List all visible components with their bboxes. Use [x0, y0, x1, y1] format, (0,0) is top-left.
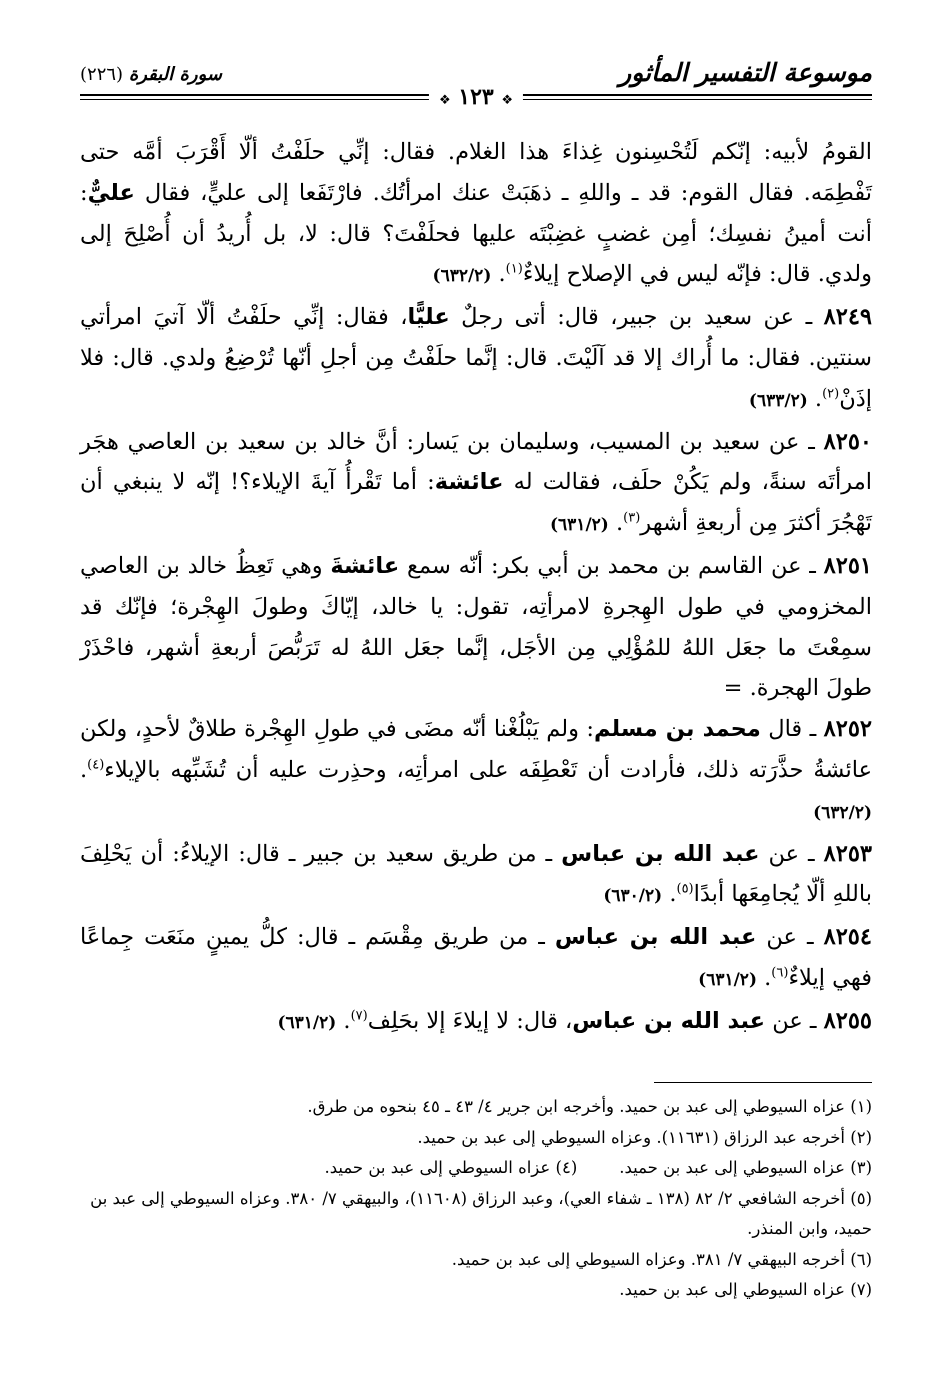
page-header: [80, 58, 872, 110]
paragraph-8249: ٨٢٤٩ ـ عن سعيد بن جبير، قال: أتى رجلٌ عليًّا، فقال: إنِّي حلَفْتُ ألّا آتيَ امرأتي سنتين. فقال: ما أُراك إلا قد آلَيْتَ. قال: إنَّما حلَفْتُ مِن أجلِ أنّها تُرْضِعُ ولدي. قال: فلا إذَنْ$^{(٢)}$. (٦٣٣/٢): [80, 304, 873, 412]
bold-name: محمد بن مسلم: [593, 716, 761, 743]
athar-number: ٨٢٥٠: [823, 428, 873, 455]
page-number: ١٢٣: [458, 84, 494, 110]
text: ـ عن سعيد بن المسيب، وسليمان بن يَسار: أنَّ خالد بن سعيد بن العاصي هجَر امرأتَه سنةً، ولم يَكُنْ حلَف، فقالت له: [80, 428, 872, 496]
athar-number: ٨٢٤٩: [823, 304, 873, 331]
volume-page-ref: (٦٣١/٢): [698, 969, 757, 990]
bold-name: عليٌّ: [87, 179, 135, 206]
bold-name: عبد الله بن عباس: [554, 924, 757, 951]
text: ـ عن: [765, 1007, 824, 1034]
text: ، فقال: إنِّي حلَفْتُ ألّا آتيَ امرأتي سنتين. فقال: ما أُراك إلا قد آلَيْتَ. قال: إنَّما حلَفْتُ مِن أجلِ أنّها تُرْضِعُ ولدي. قال: فلا إذَنْ: [80, 304, 872, 412]
footnote-2: (٢) أخرجه عبد الرزاق (١١٦٣١). وعزاه السيوطي إلى عبد بن حميد.: [417, 1127, 872, 1147]
volume-page-ref: (٦٣٣/٢): [748, 390, 808, 411]
text: ـ من طريق مِقْسَم ـ قال: كلُّ يمينٍ منَعَت جِماعًا فهي إيلاءٌ: [80, 924, 872, 991]
footnote-marker: (٥): [676, 881, 694, 897]
bold-name: عائشة: [434, 469, 504, 496]
text: : أنت أمينُ نفسِك؛ أمِن غضبٍ غضِبْتَه عليها فحلَفْتَ؟ قال: لا، بل أُريدُ أن أُصْلِحَ إلى ولدي. قال: فإنّه ليس في الإصلاح إيلاءٌ: [80, 179, 872, 288]
paragraph-8250: ٨٢٥٠ ـ عن سعيد بن المسيب، وسليمان بن يَسار: أنَّ خالد بن سعيد بن العاصي هجَر امرأتَه سنةً، ولم يَكُنْ حلَف، فقالت له عائشة: أما تَقْرأُ آيةَ الإيلاء؟! إنّه لا ينبغي أن تَهْجُرَ أكثرَ مِن أربعةِ أشهر$^{(٣)}$. (٦٣١/٢): [80, 428, 873, 537]
text: : ولم يَبْلُغْنا أنّه مضَى في طولِ الهِجْرة طلاقٌ لأحدٍ، ولكن عائشةُ حذَّرَته ذلك، فأرادت أن تَعْطِفَه على امرأتِه، وحذِرت عليه أن تُشَبِّهه بالإيلاء: [80, 716, 872, 783]
volume-page-ref: (٦٣٢/٢): [813, 802, 872, 823]
volume-page-ref: (٦٣١/٢): [550, 515, 609, 536]
book-title: موسوعة التفسير المأثور: [619, 58, 872, 87]
text: : أما تَقْرأُ آيةَ الإيلاء؟! إنّه لا ينبغي أن تَهْجُرَ أكثرَ مِن أربعةِ أشهر: [80, 469, 872, 537]
athar-number: ٨٢٥١: [823, 552, 872, 579]
footnote-marker: (٧): [350, 1008, 368, 1024]
text: ـ عن: [759, 840, 824, 867]
footnote-marker: (٣): [623, 510, 641, 526]
text: ـ عن سعيد بن جبير، قال: أتى رجلٌ: [449, 304, 824, 331]
footnote-4: (٤) عزاه السيوطي إلى عبد بن حميد.: [324, 1158, 578, 1177]
text: ، قال: لا إيلاءَ إلا بحَلِف: [367, 1007, 573, 1034]
surah-reference: [80, 64, 222, 85]
ornament-left-icon: ❖: [438, 93, 451, 108]
athar-number: ٨٢٥٢: [823, 716, 872, 743]
text: ـ قال: [760, 716, 824, 743]
paragraph-8253: ٨٢٥٣ ـ عن عبد الله بن عباس ـ من طريق سعيد بن جبير ـ قال: الإيلاءُ: أن يَحْلِفَ باللهِ ألّا يُجامِعَها أبدًا$^{(٥)}$. (٦٣٠/٢): [80, 840, 873, 908]
footnote-3: (٣) عزاه السيوطي إلى عبد بن حميد.: [619, 1158, 872, 1177]
footnote-6: (٦) أخرجه البيهقي ٧/ ٣٨١. وعزاه السيوطي إلى عبد بن حميد.: [451, 1249, 872, 1269]
paragraph-8254: ٨٢٥٤ ـ عن عبد الله بن عباس ـ من طريق مِقْسَم ـ قال: كلُّ يمينٍ منَعَت جِماعًا فهي إيلاءٌ$^{(٦)}$. (٦٣١/٢): [80, 924, 872, 991]
text: وهي تَعِظُ خالد بن العاصي المخزومي في طول الهِجرةِ لامرأتِه، تقول: يا خالد، إيّاكَ وطولَ الهِجْرة؛ فإنّك قد سمِعْتَ ما جعَل اللهُ للمُؤْلِي مِن الأجَل، إنَّما جعَل اللهُ له تَرَبُّصَ أربعةِ أشهر، فاحْذَرْ طولَ الهجرة. =: [80, 552, 872, 702]
volume-page-ref: (٦٣٢/٢): [432, 266, 492, 287]
bold-name: عائشةَ: [330, 552, 400, 579]
bold-name: عليًّا: [407, 304, 450, 331]
page-number-block: [429, 84, 523, 110]
paragraph-continuation: القومُ لأبيه: إنّكم لَتُحْسِنون غِذاءَ هذا الغلام. فقال: إنِّي حلَفْتُ ألّا أَقْرَبَ أمَّه حتى تَفْطِمَه. فقال القوم: قد ـ واللهِ ـ ذهَبَتْ عنك امرأتُك. فارْتَفَعا إلى عليٍّ، فقال عليٌّ: أنت أمينُ نفسِك؛ أمِن غضبٍ غضِبْتَه عليها فحلَفْتَ؟ قال: لا، بل أُريدُ أن أُصْلِحَ إلى ولدي. قال: فإنّه ليس في الإصلاح إيلاءٌ$^{(١)}$. (٦٣٢/٢): [80, 139, 872, 288]
footnote-marker: (٤): [87, 757, 105, 773]
footnote-5: (٥) أخرجه الشافعي ٢/ ٨٢ (١٣٨ ـ شفاء العي)، وعبد الرزاق (١١٦٠٨)، والبيهقي ٧/ ٣٨٠. وعزاه السيوطي إلى عبد بن حميد، وابن المنذر.: [90, 1188, 872, 1238]
footnote-marker: (٢): [822, 386, 840, 402]
text: ـ عن القاسم بن محمد بن أبي بكر: أنّه سمع: [399, 552, 824, 579]
footnote-marker: (٦): [771, 965, 789, 981]
bold-name: عبد الله بن عباس: [561, 840, 760, 867]
footnote-7: (٧) عزاه السيوطي إلى عبد بن حميد.: [619, 1280, 872, 1299]
paragraph-8252: ٨٢٥٢ ـ قال محمد بن مسلم: ولم يَبْلُغْنا أنّه مضَى في طولِ الهِجْرة طلاقٌ لأحدٍ، ولكن عائشةُ حذَّرَته ذلك، فأرادت أن تَعْطِفَه على امرأتِه، وحذِرت عليه أن تُشَبِّهه بالإيلاء$^{(٤)}$. (٦٣٢/٢): [80, 716, 872, 823]
text: ـ عن: [756, 924, 824, 951]
athar-number: ٨٢٥٣: [823, 840, 873, 867]
footnote-1: (١) عزاه السيوطي إلى عبد بن حميد. وأخرجه ابن جرير ٤/ ٤٣ ـ ٤٥ بنحوه من طرق.: [307, 1097, 872, 1116]
text: القومُ لأبيه: إنّكم لَتُحْسِنون غِذاءَ هذا الغلام. فقال: إنِّي حلَفْتُ ألّا أَقْرَبَ أمَّه حتى تَفْطِمَه. فقال القوم: قد ـ واللهِ ـ ذهَبَتْ عنك امرأتُك. فارْتَفَعا إلى عليٍّ، فقال: [80, 139, 872, 206]
athar-number: ٨٢٥٥: [823, 1007, 872, 1034]
footnote-row-3-4: [80, 1153, 872, 1184]
footnotes: [80, 1092, 872, 1306]
ornament-right-icon: ❖: [501, 93, 514, 108]
text: ـ من طريق سعيد بن جبير ـ قال: الإيلاءُ: أن يَحْلِفَ باللهِ ألّا يُجامِعَها أبدًا: [80, 840, 872, 908]
surah-name: سورة البقرة: [128, 64, 222, 85]
paragraph-8255: ٨٢٥٥ ـ عن عبد الله بن عباس، قال: لا إيلاءَ إلا بحَلِف$^{(٧)}$. (٦٣١/٢): [277, 1007, 872, 1034]
main-text: [80, 132, 872, 1044]
footnote-separator: [654, 1082, 872, 1083]
paragraph-8251: [80, 546, 872, 709]
footnote-marker: (١): [505, 261, 523, 277]
athar-number: ٨٢٥٤: [823, 924, 872, 951]
volume-page-ref: (٦٣١/٢): [277, 1012, 337, 1033]
bold-name: عبد الله بن عباس: [572, 1007, 766, 1034]
surah-verse: (٢٢٦): [80, 64, 124, 85]
volume-page-ref: (٦٣٠/٢): [603, 886, 663, 907]
